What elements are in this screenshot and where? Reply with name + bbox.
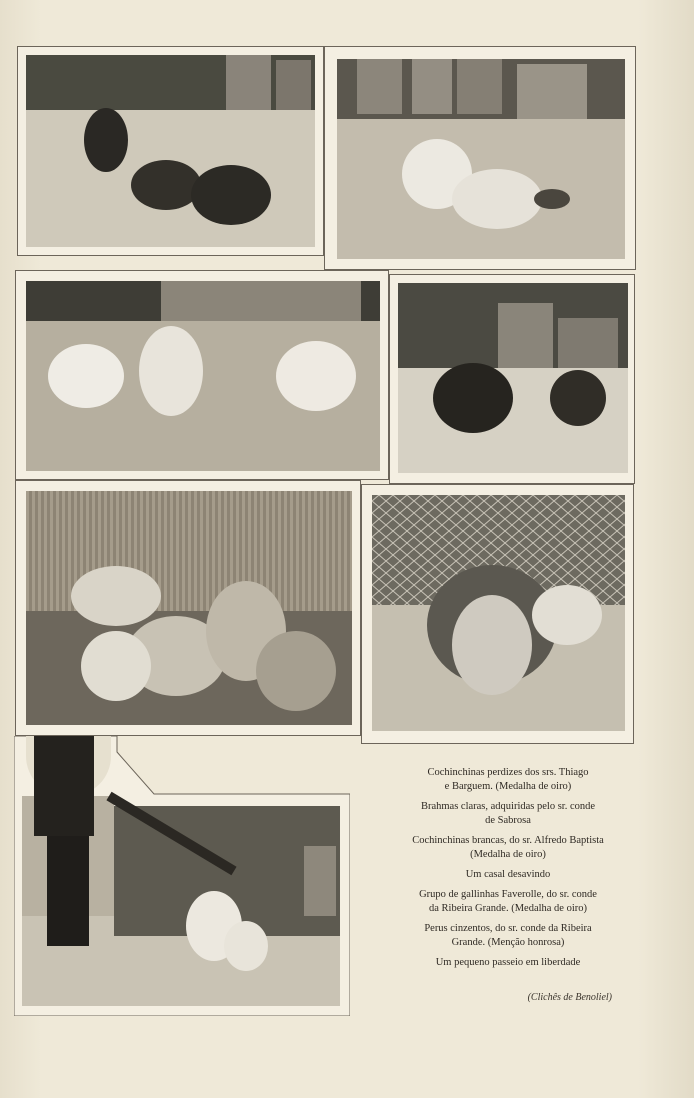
caption-1-line-2: e Barguem. (Medalha de oiro) bbox=[444, 781, 572, 792]
photo-frame-7 bbox=[14, 736, 350, 1016]
caption-1-line-1: Cochinchinas perdizes dos srs. Thiago bbox=[427, 767, 589, 778]
photo-frame-3 bbox=[15, 270, 389, 480]
photo-pequeno-passeio bbox=[14, 736, 350, 1016]
photo-credit: (Clichês de Benoliel) bbox=[527, 992, 612, 1003]
photo-brahmas-claras bbox=[337, 59, 625, 259]
caption-2-line-2: de Sabrosa bbox=[485, 815, 531, 826]
photo-cochinchinas-brancas bbox=[26, 281, 380, 471]
caption-2-line-1: Brahmas claras, adquiridas pelo sr. conde bbox=[420, 801, 596, 812]
photo-perus-cinzentos bbox=[372, 495, 625, 731]
caption-5-line-2: da Ribeira Grande. (Medalha de oiro) bbox=[428, 903, 588, 914]
photo-frame-6 bbox=[361, 484, 634, 744]
caption-5-line-1: Grupo de gallinhas Faverolle, do sr. conde bbox=[419, 889, 597, 900]
caption-1 bbox=[380, 766, 636, 794]
captions-block bbox=[380, 766, 636, 976]
caption-2 bbox=[380, 800, 636, 828]
photo-frame-4 bbox=[389, 274, 635, 484]
caption-3 bbox=[380, 834, 636, 862]
photo-cochinchinas-perdizes bbox=[26, 55, 315, 247]
caption-3-line-1: Cochinchinas brancas, do sr. Alfredo Baptista bbox=[412, 835, 604, 846]
photo-frame-1 bbox=[17, 46, 324, 256]
caption-7-line-1: Um pequeno passeio em liberdade bbox=[435, 957, 581, 968]
photo-faverolle-group bbox=[26, 491, 352, 725]
caption-3-line-2: (Medalha de oiro) bbox=[470, 849, 546, 860]
photo-casal-desavindo bbox=[398, 283, 628, 473]
caption-6-line-1: Perus cinzentos, do sr. conde da Ribeira bbox=[424, 923, 592, 934]
caption-5 bbox=[380, 888, 636, 916]
caption-4-line-1: Um casal desavindo bbox=[465, 869, 551, 880]
caption-7 bbox=[380, 956, 636, 970]
caption-4 bbox=[380, 868, 636, 882]
photo-frame-5 bbox=[15, 480, 361, 736]
caption-6 bbox=[380, 922, 636, 950]
photo-frame-2 bbox=[324, 46, 636, 270]
caption-6-line-2: Grande. (Menção honrosa) bbox=[451, 937, 565, 948]
